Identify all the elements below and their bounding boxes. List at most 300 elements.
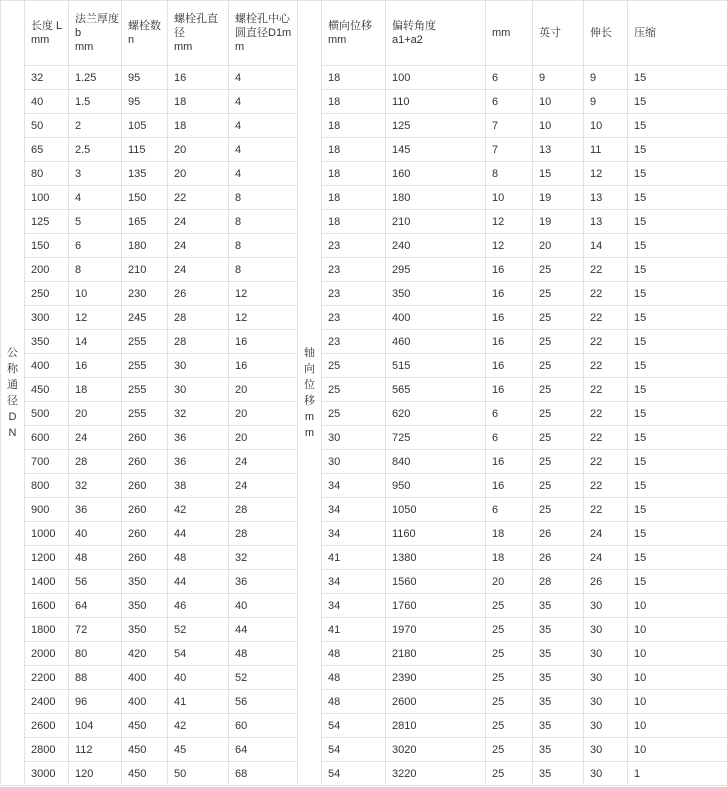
cell-deflection-angle: 515 — [386, 354, 486, 378]
cell-bolt-count: 95 — [122, 90, 168, 114]
cell-length: 500 — [25, 402, 69, 426]
table-row — [1, 426, 727, 450]
table-body — [1, 1, 727, 786]
cell-mm: 18 — [486, 546, 533, 570]
cell-lateral-displacement: 48 — [322, 642, 386, 666]
cell-bolt-circle-diameter: 12 — [229, 306, 298, 330]
cell-bolt-hole-diameter: 16 — [168, 66, 229, 90]
cell-deflection-angle: 620 — [386, 402, 486, 426]
cell-deflection-angle: 110 — [386, 90, 486, 114]
cell-bolt-circle-diameter: 8 — [229, 186, 298, 210]
cell-bolt-circle-diameter: 48 — [229, 642, 298, 666]
cell-compression: 10 — [628, 714, 727, 738]
cell-flange-thickness: 12 — [69, 306, 122, 330]
cell-lateral-displacement: 34 — [322, 522, 386, 546]
cell-flange-thickness: 40 — [69, 522, 122, 546]
cell-flange-thickness: 1.5 — [69, 90, 122, 114]
cell-compression: 15 — [628, 378, 727, 402]
header-mm: mm — [486, 1, 533, 66]
cell-extension: 22 — [584, 330, 628, 354]
table-row — [1, 90, 727, 114]
cell-flange-thickness: 3 — [69, 162, 122, 186]
cell-bolt-circle-diameter: 4 — [229, 66, 298, 90]
cell-flange-thickness: 120 — [69, 762, 122, 786]
table-row — [1, 666, 727, 690]
cell-extension: 9 — [584, 66, 628, 90]
cell-inch: 25 — [533, 498, 584, 522]
cell-compression: 10 — [628, 594, 727, 618]
cell-bolt-circle-diameter: 4 — [229, 114, 298, 138]
cell-flange-thickness: 36 — [69, 498, 122, 522]
cell-compression: 15 — [628, 426, 727, 450]
cell-lateral-displacement: 18 — [322, 66, 386, 90]
cell-inch: 25 — [533, 402, 584, 426]
cell-inch: 35 — [533, 666, 584, 690]
cell-length: 40 — [25, 90, 69, 114]
cell-lateral-displacement: 30 — [322, 426, 386, 450]
cell-compression: 15 — [628, 282, 727, 306]
cell-bolt-hole-diameter: 28 — [168, 306, 229, 330]
table-row — [1, 378, 727, 402]
cell-compression: 1 — [628, 762, 727, 786]
cell-length: 200 — [25, 258, 69, 282]
cell-flange-thickness: 1.25 — [69, 66, 122, 90]
cell-lateral-displacement: 18 — [322, 90, 386, 114]
cell-lateral-displacement: 25 — [322, 354, 386, 378]
cell-flange-thickness: 14 — [69, 330, 122, 354]
cell-bolt-count: 255 — [122, 378, 168, 402]
cell-flange-thickness: 2.5 — [69, 138, 122, 162]
cell-mm: 16 — [486, 474, 533, 498]
cell-compression: 15 — [628, 114, 727, 138]
cell-lateral-displacement: 18 — [322, 186, 386, 210]
cell-bolt-count: 260 — [122, 498, 168, 522]
cell-deflection-angle: 840 — [386, 450, 486, 474]
cell-bolt-circle-diameter: 12 — [229, 282, 298, 306]
cell-deflection-angle: 1760 — [386, 594, 486, 618]
cell-inch: 26 — [533, 546, 584, 570]
cell-extension: 26 — [584, 570, 628, 594]
cell-extension: 22 — [584, 378, 628, 402]
cell-flange-thickness: 16 — [69, 354, 122, 378]
cell-bolt-count: 260 — [122, 546, 168, 570]
cell-bolt-circle-diameter: 16 — [229, 330, 298, 354]
cell-deflection-angle: 145 — [386, 138, 486, 162]
cell-mm: 18 — [486, 522, 533, 546]
cell-bolt-circle-diameter: 60 — [229, 714, 298, 738]
cell-extension: 14 — [584, 234, 628, 258]
cell-bolt-count: 245 — [122, 306, 168, 330]
cell-bolt-hole-diameter: 18 — [168, 90, 229, 114]
cell-extension: 11 — [584, 138, 628, 162]
cell-compression: 15 — [628, 90, 727, 114]
cell-compression: 15 — [628, 498, 727, 522]
header-extension: 伸长 — [584, 1, 628, 66]
cell-inch: 35 — [533, 642, 584, 666]
cell-deflection-angle: 350 — [386, 282, 486, 306]
table-row — [1, 162, 727, 186]
cell-length: 300 — [25, 306, 69, 330]
cell-extension: 24 — [584, 546, 628, 570]
cell-mm: 6 — [486, 498, 533, 522]
cell-inch: 20 — [533, 234, 584, 258]
cell-mm: 16 — [486, 330, 533, 354]
cell-inch: 25 — [533, 330, 584, 354]
cell-extension: 30 — [584, 690, 628, 714]
cell-mm: 6 — [486, 90, 533, 114]
cell-length: 450 — [25, 378, 69, 402]
cell-mm: 6 — [486, 66, 533, 90]
cell-compression: 15 — [628, 138, 727, 162]
cell-flange-thickness: 64 — [69, 594, 122, 618]
cell-inch: 25 — [533, 450, 584, 474]
cell-bolt-circle-diameter: 8 — [229, 234, 298, 258]
cell-deflection-angle: 1050 — [386, 498, 486, 522]
cell-bolt-circle-diameter: 20 — [229, 378, 298, 402]
cell-deflection-angle: 3020 — [386, 738, 486, 762]
cell-deflection-angle: 2600 — [386, 690, 486, 714]
cell-inch: 25 — [533, 306, 584, 330]
header-lateral-displacement: 横向位移 mm — [322, 1, 386, 66]
cell-bolt-hole-diameter: 42 — [168, 498, 229, 522]
cell-deflection-angle: 100 — [386, 66, 486, 90]
cell-deflection-angle: 1160 — [386, 522, 486, 546]
header-compression: 压缩 — [628, 1, 727, 66]
cell-length: 1000 — [25, 522, 69, 546]
cell-bolt-count: 135 — [122, 162, 168, 186]
cell-length: 100 — [25, 186, 69, 210]
cell-deflection-angle: 2390 — [386, 666, 486, 690]
cell-inch: 35 — [533, 714, 584, 738]
cell-bolt-count: 180 — [122, 234, 168, 258]
cell-bolt-hole-diameter: 24 — [168, 234, 229, 258]
table-row — [1, 690, 727, 714]
table-row — [1, 714, 727, 738]
cell-compression: 15 — [628, 258, 727, 282]
cell-extension: 22 — [584, 474, 628, 498]
cell-bolt-count: 255 — [122, 402, 168, 426]
cell-bolt-hole-diameter: 30 — [168, 378, 229, 402]
cell-deflection-angle: 295 — [386, 258, 486, 282]
cell-lateral-displacement: 25 — [322, 402, 386, 426]
cell-lateral-displacement: 23 — [322, 258, 386, 282]
cell-compression: 15 — [628, 234, 727, 258]
cell-lateral-displacement: 18 — [322, 114, 386, 138]
cell-bolt-circle-diameter: 24 — [229, 450, 298, 474]
cell-extension: 22 — [584, 282, 628, 306]
cell-length: 50 — [25, 114, 69, 138]
cell-bolt-count: 150 — [122, 186, 168, 210]
cell-bolt-count: 115 — [122, 138, 168, 162]
cell-flange-thickness: 2 — [69, 114, 122, 138]
cell-extension: 9 — [584, 90, 628, 114]
cell-bolt-count: 255 — [122, 330, 168, 354]
cell-bolt-hole-diameter: 41 — [168, 690, 229, 714]
cell-length: 1400 — [25, 570, 69, 594]
table-row — [1, 114, 727, 138]
cell-mm: 7 — [486, 114, 533, 138]
cell-flange-thickness: 32 — [69, 474, 122, 498]
cell-deflection-angle: 1970 — [386, 618, 486, 642]
cell-extension: 22 — [584, 426, 628, 450]
cell-lateral-displacement: 34 — [322, 474, 386, 498]
table-row — [1, 66, 727, 90]
cell-extension: 22 — [584, 402, 628, 426]
cell-lateral-displacement: 23 — [322, 306, 386, 330]
cell-lateral-displacement: 48 — [322, 666, 386, 690]
cell-bolt-count: 260 — [122, 474, 168, 498]
cell-bolt-hole-diameter: 45 — [168, 738, 229, 762]
cell-deflection-angle: 3220 — [386, 762, 486, 786]
cell-inch: 25 — [533, 282, 584, 306]
table-row — [1, 186, 727, 210]
cell-extension: 22 — [584, 306, 628, 330]
cell-lateral-displacement: 30 — [322, 450, 386, 474]
cell-bolt-count: 450 — [122, 714, 168, 738]
cell-compression: 15 — [628, 306, 727, 330]
cell-bolt-count: 350 — [122, 570, 168, 594]
table-row — [1, 594, 727, 618]
cell-bolt-circle-diameter: 44 — [229, 618, 298, 642]
header-flange-thickness: 法兰厚度 b mm — [69, 1, 122, 66]
cell-mm: 6 — [486, 402, 533, 426]
table-row — [1, 330, 727, 354]
table-row — [1, 258, 727, 282]
cell-mm: 25 — [486, 690, 533, 714]
cell-inch: 26 — [533, 522, 584, 546]
cell-extension: 22 — [584, 258, 628, 282]
cell-lateral-displacement: 18 — [322, 138, 386, 162]
cell-mm: 16 — [486, 282, 533, 306]
cell-mm: 16 — [486, 450, 533, 474]
table-row — [1, 402, 727, 426]
cell-bolt-count: 350 — [122, 618, 168, 642]
cell-inch: 9 — [533, 66, 584, 90]
cell-length: 2400 — [25, 690, 69, 714]
cell-length: 2600 — [25, 714, 69, 738]
cell-flange-thickness: 56 — [69, 570, 122, 594]
cell-inch: 35 — [533, 738, 584, 762]
cell-bolt-hole-diameter: 24 — [168, 210, 229, 234]
cell-compression: 15 — [628, 210, 727, 234]
header-bolt-count: 螺栓数 n — [122, 1, 168, 66]
cell-inch: 25 — [533, 258, 584, 282]
cell-deflection-angle: 2180 — [386, 642, 486, 666]
cell-deflection-angle: 2810 — [386, 714, 486, 738]
cell-lateral-displacement: 34 — [322, 594, 386, 618]
cell-length: 1600 — [25, 594, 69, 618]
cell-inch: 25 — [533, 474, 584, 498]
header-bolt-circle-diameter: 螺栓孔中心圆直径D1m m — [229, 1, 298, 66]
cell-bolt-hole-diameter: 30 — [168, 354, 229, 378]
cell-mm: 7 — [486, 138, 533, 162]
cell-lateral-displacement: 18 — [322, 162, 386, 186]
cell-bolt-circle-diameter: 56 — [229, 690, 298, 714]
cell-inch: 19 — [533, 186, 584, 210]
cell-inch: 25 — [533, 354, 584, 378]
cell-lateral-displacement: 23 — [322, 330, 386, 354]
cell-bolt-hole-diameter: 20 — [168, 138, 229, 162]
cell-mm: 25 — [486, 738, 533, 762]
cell-bolt-count: 255 — [122, 354, 168, 378]
cell-bolt-hole-diameter: 42 — [168, 714, 229, 738]
cell-compression: 10 — [628, 618, 727, 642]
cell-inch: 13 — [533, 138, 584, 162]
cell-extension: 30 — [584, 714, 628, 738]
cell-deflection-angle: 180 — [386, 186, 486, 210]
cell-mm: 6 — [486, 426, 533, 450]
cell-length: 2800 — [25, 738, 69, 762]
header-row — [1, 1, 727, 66]
cell-bolt-circle-diameter: 24 — [229, 474, 298, 498]
cell-lateral-displacement: 54 — [322, 762, 386, 786]
cell-length: 1800 — [25, 618, 69, 642]
cell-extension: 24 — [584, 522, 628, 546]
cell-length: 800 — [25, 474, 69, 498]
cell-inch: 35 — [533, 594, 584, 618]
table-row — [1, 498, 727, 522]
cell-extension: 22 — [584, 354, 628, 378]
cell-compression: 10 — [628, 642, 727, 666]
cell-length: 80 — [25, 162, 69, 186]
cell-extension: 13 — [584, 186, 628, 210]
cell-extension: 22 — [584, 498, 628, 522]
cell-extension: 30 — [584, 738, 628, 762]
cell-extension: 30 — [584, 594, 628, 618]
table-row — [1, 738, 727, 762]
cell-bolt-circle-diameter: 40 — [229, 594, 298, 618]
cell-compression: 15 — [628, 330, 727, 354]
cell-inch: 35 — [533, 690, 584, 714]
cell-flange-thickness: 18 — [69, 378, 122, 402]
cell-bolt-circle-diameter: 20 — [229, 426, 298, 450]
cell-flange-thickness: 5 — [69, 210, 122, 234]
cell-flange-thickness: 8 — [69, 258, 122, 282]
cell-deflection-angle: 400 — [386, 306, 486, 330]
table-row — [1, 210, 727, 234]
cell-length: 700 — [25, 450, 69, 474]
cell-lateral-displacement: 34 — [322, 570, 386, 594]
cell-bolt-hole-diameter: 48 — [168, 546, 229, 570]
cell-mm: 10 — [486, 186, 533, 210]
table-row — [1, 450, 727, 474]
cell-flange-thickness: 20 — [69, 402, 122, 426]
cell-extension: 30 — [584, 666, 628, 690]
cell-inch: 10 — [533, 90, 584, 114]
cell-lateral-displacement: 41 — [322, 546, 386, 570]
cell-length: 65 — [25, 138, 69, 162]
cell-deflection-angle: 125 — [386, 114, 486, 138]
cell-bolt-circle-diameter: 16 — [229, 354, 298, 378]
cell-deflection-angle: 210 — [386, 210, 486, 234]
table-row — [1, 570, 727, 594]
cell-mm: 25 — [486, 618, 533, 642]
cell-bolt-circle-diameter: 28 — [229, 522, 298, 546]
table-row — [1, 474, 727, 498]
cell-length: 32 — [25, 66, 69, 90]
table-row — [1, 306, 727, 330]
cell-compression: 10 — [628, 666, 727, 690]
cell-flange-thickness: 72 — [69, 618, 122, 642]
cell-extension: 13 — [584, 210, 628, 234]
cell-compression: 15 — [628, 162, 727, 186]
cell-bolt-circle-diameter: 28 — [229, 498, 298, 522]
cell-bolt-circle-diameter: 8 — [229, 258, 298, 282]
cell-bolt-hole-diameter: 44 — [168, 522, 229, 546]
cell-bolt-circle-diameter: 64 — [229, 738, 298, 762]
cell-deflection-angle: 240 — [386, 234, 486, 258]
cell-bolt-circle-diameter: 68 — [229, 762, 298, 786]
cell-flange-thickness: 24 — [69, 426, 122, 450]
cell-bolt-count: 260 — [122, 450, 168, 474]
cell-flange-thickness: 112 — [69, 738, 122, 762]
cell-bolt-count: 165 — [122, 210, 168, 234]
cell-mm: 12 — [486, 210, 533, 234]
cell-deflection-angle: 725 — [386, 426, 486, 450]
cell-bolt-count: 210 — [122, 258, 168, 282]
cell-mm: 20 — [486, 570, 533, 594]
cell-deflection-angle: 565 — [386, 378, 486, 402]
cell-bolt-hole-diameter: 40 — [168, 666, 229, 690]
cell-bolt-circle-diameter: 36 — [229, 570, 298, 594]
cell-inch: 28 — [533, 570, 584, 594]
cell-bolt-count: 400 — [122, 690, 168, 714]
cell-bolt-hole-diameter: 54 — [168, 642, 229, 666]
cell-bolt-count: 230 — [122, 282, 168, 306]
cell-mm: 25 — [486, 594, 533, 618]
table-row — [1, 282, 727, 306]
cell-compression: 15 — [628, 546, 727, 570]
table-row — [1, 138, 727, 162]
cell-bolt-count: 400 — [122, 666, 168, 690]
side-label-nominal-diameter: 公称通径DN — [1, 1, 25, 786]
cell-mm: 25 — [486, 714, 533, 738]
cell-compression: 15 — [628, 474, 727, 498]
cell-compression: 15 — [628, 402, 727, 426]
cell-length: 250 — [25, 282, 69, 306]
cell-bolt-hole-diameter: 46 — [168, 594, 229, 618]
cell-bolt-circle-diameter: 4 — [229, 138, 298, 162]
cell-extension: 30 — [584, 642, 628, 666]
cell-compression: 10 — [628, 738, 727, 762]
header-length: 长度 L mm — [25, 1, 69, 66]
cell-deflection-angle: 1380 — [386, 546, 486, 570]
cell-inch: 35 — [533, 762, 584, 786]
cell-compression: 15 — [628, 186, 727, 210]
cell-bolt-hole-diameter: 36 — [168, 426, 229, 450]
cell-bolt-hole-diameter: 28 — [168, 330, 229, 354]
cell-deflection-angle: 160 — [386, 162, 486, 186]
cell-flange-thickness: 88 — [69, 666, 122, 690]
cell-bolt-circle-diameter: 4 — [229, 90, 298, 114]
cell-bolt-hole-diameter: 36 — [168, 450, 229, 474]
header-inch: 英寸 — [533, 1, 584, 66]
cell-bolt-hole-diameter: 26 — [168, 282, 229, 306]
cell-lateral-displacement: 25 — [322, 378, 386, 402]
cell-bolt-count: 420 — [122, 642, 168, 666]
cell-lateral-displacement: 23 — [322, 234, 386, 258]
cell-compression: 10 — [628, 690, 727, 714]
cell-extension: 12 — [584, 162, 628, 186]
cell-mm: 25 — [486, 642, 533, 666]
cell-mm: 25 — [486, 666, 533, 690]
cell-bolt-hole-diameter: 32 — [168, 402, 229, 426]
cell-length: 600 — [25, 426, 69, 450]
cell-flange-thickness: 104 — [69, 714, 122, 738]
cell-extension: 30 — [584, 618, 628, 642]
cell-flange-thickness: 4 — [69, 186, 122, 210]
table-row — [1, 354, 727, 378]
